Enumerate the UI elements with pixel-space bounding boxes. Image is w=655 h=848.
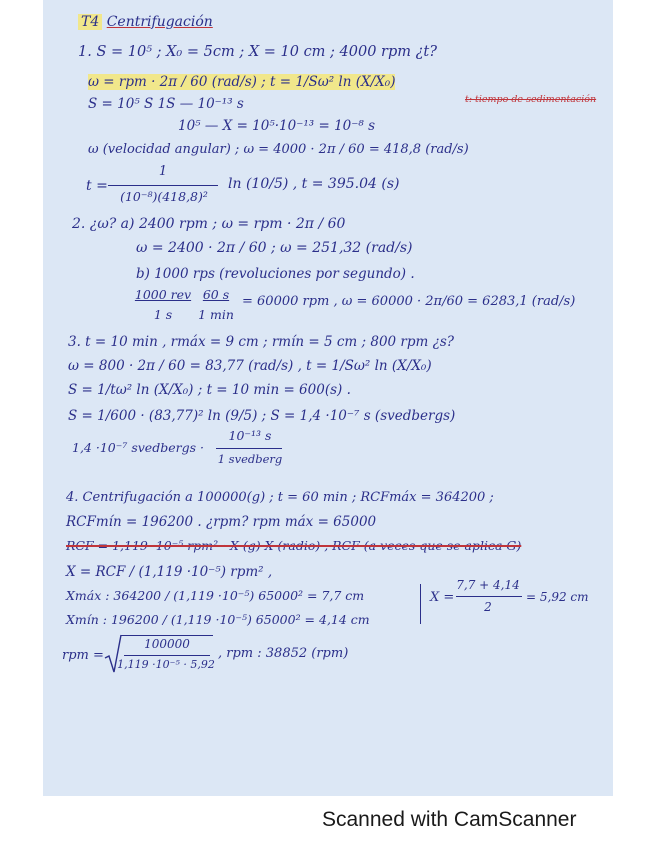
problem-1-t-numerator: 1 (158, 164, 168, 179)
problem-4-xmin: Xmín : 196200 / (1,119 ·10⁻⁵) 65000² = 4,14 cm (66, 612, 370, 627)
problem-2-frac2-denominator: 1 min (198, 307, 234, 322)
square-root-bar (121, 635, 213, 636)
problem-4-rpm-denominator: 1,119 ·10⁻⁵ · 5,92 (117, 658, 215, 671)
problem-4-line2: RCFmín = 196200 . ¿rpm? rpm máx = 65000 (66, 514, 377, 530)
problem-2-frac1-numerator: 1000 rev (134, 287, 192, 302)
problem-3-statement: 3. t = 10 min , rmáx = 9 cm ; rmín = 5 cm ; 800 rpm ¿s? (68, 334, 455, 350)
problem-2-frac2-numerator: 60 s (202, 287, 230, 302)
problem-4-rpm-rest: , rpm : 38852 (rpm) (218, 646, 349, 661)
problem-3-line5-left: 1,4 ·10⁻⁷ svedbergs · (72, 440, 204, 455)
problem-2-line3: b) 1000 rps (revoluciones por segundo) . (136, 266, 415, 282)
problem-4-statement: 4. Centrifugación a 100000(g) ; t = 60 min ; RCFmáx = 364200 ; (66, 490, 494, 505)
scanner-watermark: Scanned with CamScanner (322, 808, 577, 831)
problem-4-avg-rest: = 5,92 cm (526, 590, 589, 604)
problem-4-rpm-numerator: 100000 (144, 637, 190, 651)
problem-1-line3: S = 10⁵ S 1S — 10⁻¹³ s (88, 96, 244, 112)
problem-1-t-rest: ln (10/5) , t = 395.04 (s) (228, 176, 400, 192)
problem-4-line4: X = RCF / (1,119 ·10⁻⁵) rpm² , (66, 564, 273, 580)
problem-1-note: t: tiempo de sedimentación (465, 94, 597, 105)
problem-1-t-fraction-bar (108, 185, 218, 186)
problem-1-statement: 1. S = 10⁵ ; X₀ = 5cm ; X = 10 cm ; 4000 rpm ¿t? (78, 44, 437, 60)
problem-2-line4-rest: = 60000 rpm , ω = 60000 · 2π/60 = 6283,1 (rad/s) (242, 294, 576, 309)
problem-3-frac-denominator: 1 svedberg (217, 452, 283, 466)
problem-4-avg-denominator: 2 (484, 600, 492, 614)
problem-2-statement: 2. ¿ω? a) 2400 rpm ; ω = rpm · 2π / 60 (72, 216, 346, 232)
problem-4-avg-fraction-bar (456, 596, 522, 597)
problem-2-line2: ω = 2400 · 2π / 60 ; ω = 251,32 (rad/s) (136, 240, 413, 256)
problem-1-t-denominator: (10⁻⁸)(418,8)² (120, 189, 208, 204)
problem-3-line2: ω = 800 · 2π / 60 = 83,77 (rad/s) , t = 1/Sω² ln (X/X₀) (68, 358, 432, 374)
problem-1-formula: ω = rpm · 2π / 60 (rad/s) ; t = 1/Sω² ln (X/X₀) (88, 74, 396, 90)
problem-3-line4: S = 1/600 · (83,77)² ln (9/5) ; S = 1,4 ·10⁻⁷ s (svedbergs) (68, 408, 456, 424)
problem-2-frac1-denominator: 1 s (153, 307, 173, 322)
problem-4-separator (420, 584, 421, 624)
problem-1-line4: 10⁵ — X = 10⁵·10⁻¹³ = 10⁻⁸ s (178, 118, 376, 134)
problem-3-fraction-bar (216, 448, 282, 449)
problem-4-struck-line: RCF = 1,119 ·10⁻⁵ rpm² · X (g) X (radio) , RCF (a veces que se aplica G) (66, 538, 522, 553)
problem-3-line3: S = 1/tω² ln (X/X₀) ; t = 10 min = 600(s) . (68, 382, 351, 398)
problem-4-avg-numerator: 7,7 + 4,14 (456, 578, 520, 592)
problem-4-rpm-fraction-bar (124, 655, 210, 656)
problem-4-rpm-label: rpm = (62, 648, 104, 663)
problem-3-frac-numerator: 10⁻¹³ s (228, 428, 272, 443)
problem-1-t-label: t = (86, 178, 108, 194)
problem-4-avg-label: X = (430, 590, 455, 605)
page-title: T4 Centrifugación (78, 14, 213, 30)
problem-4-xmax: Xmáx : 364200 / (1,119 ·10⁻⁵) 65000² = 7,7 cm (66, 588, 365, 603)
problem-1-line5: ω (velocidad angular) ; ω = 4000 · 2π / 60 = 418,8 (rad/s) (88, 142, 469, 157)
